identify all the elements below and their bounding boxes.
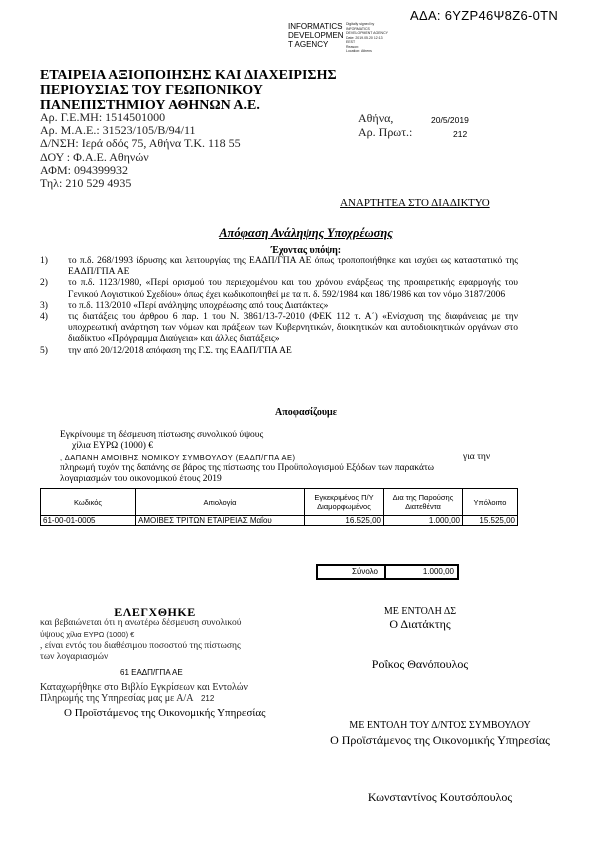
registration-line: Πληρωμής της Υπηρεσίας μας με Α/Α (40, 693, 194, 704)
company-info (40, 111, 241, 190)
date-protocol-values (431, 113, 469, 141)
signatory-role: Ο Προϊστάμενος της Οικονομικής Υπηρεσίας (330, 733, 550, 747)
digital-signature-details (346, 22, 388, 54)
table-row (41, 516, 518, 526)
table-header-row (41, 489, 518, 516)
total-box (316, 564, 459, 580)
list-item (40, 256, 518, 278)
gemi-number: Αρ. Γ.Ε.ΜΗ: 1514501000 (40, 110, 166, 124)
we-decide-heading: Αποφασίζουμε (275, 407, 337, 418)
signature-line: INFORMATICS (346, 26, 370, 31)
order-label: ΜΕ ΕΝΤΟΛΗ ΤΟΥ Δ/ΝΤΟΣ ΣΥΜΒΟΥΛΟΥ (349, 720, 531, 731)
document-title: Απόφαση Ανάληψης Υποχρέωσης (219, 226, 393, 240)
list-item (40, 312, 518, 346)
cell-remaining: 15.525,00 (463, 516, 518, 526)
approval-text (60, 430, 530, 485)
total-label: Σύνολο (318, 566, 386, 578)
place-label: Αθήνα, (358, 111, 394, 125)
company-name-line: ΠΑΝΕΠΙΣΤΗΜΙΟΥ ΑΘΗΝΩΝ Α.Ε. (40, 98, 260, 113)
registration-number: 212 (200, 694, 215, 703)
document-date: 20/5/2019 (431, 115, 469, 125)
registration-line: Καταχωρήθηκε στο Βιβλίο Εγκρίσεων και Εντολών (40, 682, 248, 693)
verification-amount: χίλια ΕΥΡΩ (1000) € (66, 630, 135, 639)
verified-heading: ΕΛΕΓΧΘΗΚΕ (114, 605, 196, 619)
approval-amount: χίλια ΕΥΡΩ (1000) € (72, 441, 154, 451)
item-text: το π.δ. 113/2010 «Περί ανάληψης υποχρέωσης από τους Διατάκτες» (68, 300, 329, 311)
item-text: το π.δ. 1123/1980, «Περί ορισμού του περιεχομένου και του χρόνου ενάρξεως της προαιρετικής εφαρμογής του Γενικού Λογιστικού Σχεδίου» όπως έχει κωδικοποιηθεί με τα π. δ. 592/1984 και 186/1986 και τον νόμο 3187/2006 (68, 278, 518, 300)
col-approved: Εγκεκριμένος Π/Υ Διαμορφωμένος (305, 489, 384, 516)
tax-id: ΑΦΜ: 094399932 (40, 162, 128, 177)
col-reason: Αιτιολογία (136, 489, 305, 516)
signature-line: DEVELOPMENT AGENCY (346, 31, 388, 35)
signature-line: EEST (346, 40, 356, 44)
item-text: τις διατάξεις του άρθρου 6 παρ. 1 του Ν. 3861/13-7-2010 (ΦΕΚ 112 τ. Α΄) «Ενίσχυση της διαφάνειας με την υποχρεωτική ανάρτηση των νόμων και πράξεων των Κυβερνητικών, διοικητικών και αυτοδιοικητικών οργάνων στο διαδίκτυο «Πρόγραμμα Διαύγεια» και άλλες διατάξεις» (68, 312, 518, 345)
registration-text (40, 682, 248, 704)
verification-line: και βεβαιώνεται ότι η ανωτέρω δέσμευση συνολικού (40, 618, 242, 628)
signature-line: Digitally signed by (346, 22, 375, 26)
having-regard-heading: Έχοντας υπόψη: (270, 245, 342, 256)
logo-line: DEVELOPMEN (288, 31, 344, 40)
item-number: 4) (40, 312, 48, 323)
approval-line: λογαριασμών του οικονομικού έτους 2019 (60, 474, 222, 484)
ada-code: ΑΔΑ: 6ΥΖΡ46Ψ8Ζ6-0ΤΝ (410, 8, 559, 23)
col-code: Κωδικός (41, 489, 136, 516)
cell-reason: ΑΜΟΙΒΕΣ ΤΡΙΤΩΝ ΕΤΑΙΡΕΙΑΣ Μαΐου (136, 516, 305, 526)
item-text: το π.δ. 268/1993 ίδρυσης και λειτουργίας της ΕΑΔΠ/ΓΠΑ ΑΕ όπως τροποποιήθηκε και ισχύει ως καταστατικό της ΕΑΔΠ/ΓΠΑ ΑΕ (68, 256, 518, 278)
date-protocol-labels (358, 112, 412, 139)
tax-office: ΔΟΥ : Φ.Α.Ε. Αθηνών (40, 149, 149, 164)
approval-line: πληρωμή τυχόν της δαπάνης σε βάρος της πίστωσης του Προϋπολογισμού Εξόδων των παρακάτω (60, 463, 435, 473)
approval-for: για την (463, 452, 491, 462)
protocol-number: 212 (453, 129, 468, 139)
signature-line: Location: Athens (346, 49, 372, 53)
cell-approved: 16.525,00 (305, 516, 384, 526)
finance-head-title: Ο Προϊστάμενος της Οικονομικής Υπηρεσίας (64, 707, 266, 719)
budget-table (40, 488, 518, 526)
signatory-name: Ροΐκος Θανόπουλος (371, 657, 469, 671)
list-item (40, 346, 518, 357)
address: Δ/ΝΣΗ: Ιερά οδός 75, Αθήνα Τ.Κ. 118 55 (40, 136, 241, 151)
company-name (40, 68, 337, 113)
cell-allocated: 1.000,00 (384, 516, 463, 526)
signature-block-1 (330, 605, 510, 631)
item-text: την από 20/12/2018 απόφαση της Γ.Σ. της ΕΑΔΠ/ΓΠΑ ΑΕ (68, 345, 292, 356)
total-value: 1.000,00 (422, 567, 454, 576)
company-name-line: ΠΕΡΙΟΥΣΙΑΣ ΤΟΥ ΓΕΩΠΟΝΙΚΟΥ (40, 83, 263, 98)
expense-description: , ΔΑΠΑΝΗ ΑΜΟΙΒΗΣ ΝΟΜΙΚΟΥ ΣΥΜΒΟΥΛΟΥ (ΕΑΔΠ/ΓΠΑ ΑΕ) (60, 453, 296, 462)
mae-number: Αρ. Μ.Α.Ε.: 31523/105/Β/94/11 (40, 123, 196, 138)
order-label: ΜΕ ΕΝΤΟΛΗ ΔΣ (383, 606, 457, 617)
verification-text (40, 618, 241, 663)
logo-line: T AGENCY (288, 40, 329, 49)
verification-line: των λογαριασμών (40, 652, 109, 662)
approval-line: Εγκρίνουμε τη δέσμευση πίστωσης συνολικού ύψους (60, 430, 264, 440)
item-number: 2) (40, 278, 48, 289)
verification-line: ύψους (40, 630, 64, 640)
logo-line: INFORMATICS (288, 22, 343, 31)
signatory-role: Ο Διατάκτης (389, 617, 451, 631)
posted-notice: ΑΝΑΡΤΗΤΕΑ ΣΤΟ ΔΙΑΔΙΚΤΥΟ (340, 197, 490, 209)
considerations-list (40, 256, 518, 357)
account-code: 61 ΕΑΔΠ/ΓΠΑ ΑΕ (120, 668, 183, 677)
signature-block-2 (290, 719, 590, 747)
signer-logo (288, 22, 344, 49)
cell-code: 61-00-01-0005 (41, 516, 136, 526)
list-item (40, 301, 518, 312)
company-name-line: ΕΤΑΙΡΕΙΑ ΑΞΙΟΠΟΙΗΣΗΣ ΚΑΙ ΔΙΑΧΕΙΡΙΣΗΣ (40, 68, 337, 83)
signature-line: Reason: (346, 44, 360, 49)
item-number: 5) (40, 345, 48, 356)
protocol-label: Αρ. Πρωτ.: (358, 124, 413, 139)
signatory-name: Κωνσταντίνος Κουτσόπουλος (367, 790, 513, 804)
item-number: 1) (40, 256, 48, 266)
col-allocated: Δια της Παρούσης Διατεθέντα (384, 489, 463, 516)
signature-line: Date: 2019.05.20 12:13 (346, 35, 383, 40)
item-number: 3) (40, 300, 48, 311)
verification-line: , είναι εντός του διαθέσιμου ποσοστού της πίστωσης (40, 641, 241, 651)
list-item (40, 278, 518, 300)
phone: Τηλ: 210 529 4935 (40, 176, 132, 191)
col-remaining: Υπόλοιπο (463, 489, 518, 516)
